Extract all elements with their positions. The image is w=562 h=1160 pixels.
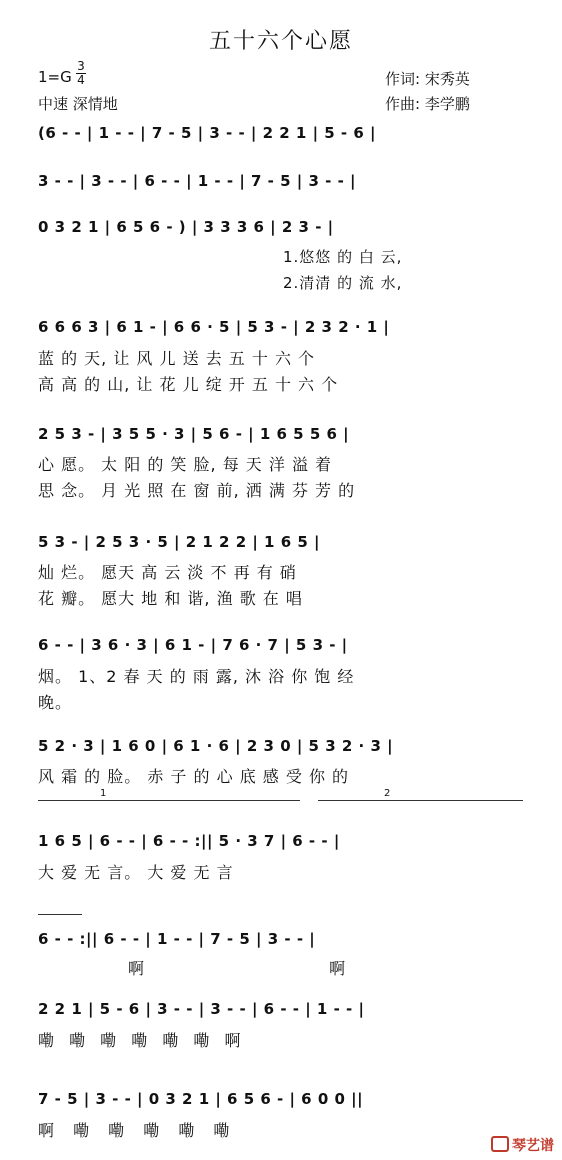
- lyric-line-3-verse-1: 1.悠悠 的 白 云,: [283, 248, 403, 266]
- notation-line-2: 3 - - | 3 - - | 6 - - | 1 - - | 7 - 5 | 3 - - |: [38, 172, 357, 190]
- lyric-line-3-verse-2: 2.清清 的 流 水,: [283, 274, 403, 292]
- volta-continuation: [38, 914, 82, 915]
- volta-2-bracket: [318, 800, 523, 801]
- lyric-line-8: 风 霜 的 脸。 赤 子 的 心 底 感 受 你 的: [38, 767, 350, 786]
- site-watermark: [491, 1135, 554, 1155]
- lyricist-credit: 作词: 宋秀英: [385, 70, 470, 88]
- lyric-line-7-verse-2: 晚。: [38, 693, 73, 712]
- lyric-line-7-verse-1: 烟。 1、2 春 天 的 雨 露, 沐 浴 你 饱 经: [38, 667, 355, 686]
- composer-credit: 作曲: 李学鹏: [385, 95, 470, 113]
- time-signature: [76, 60, 86, 86]
- lyric-line-6-verse-1: 灿 烂。 愿天 高 云 淡 不 再 有 硝: [38, 563, 297, 582]
- time-signature-top: 3: [77, 59, 85, 73]
- lyric-line-12: 啊 嘞 嘞 嘞 嘞 嘞: [38, 1121, 231, 1140]
- notation-line-12: 7 - 5 | 3 - - | 0 3 2 1 | 6 5 6 - | 6 0 0 ||: [38, 1090, 364, 1108]
- page-title: 五十六个心愿: [208, 29, 353, 54]
- lyric-line-5-verse-1: 心 愿。 太 阳 的 笑 脸, 每 天 洋 溢 着: [38, 455, 333, 474]
- lyric-line-5-verse-2: 思 念。 月 光 照 在 窗 前, 洒 满 芬 芳 的: [38, 481, 356, 500]
- key-signature: 1=G: [38, 68, 72, 86]
- notation-line-6: 5 3 - | 2 5 3 · 5 | 2 1 2 2 | 1 6 5 |: [38, 533, 321, 551]
- watermark-logo-icon: [491, 1136, 509, 1152]
- time-signature-bottom: 4: [77, 73, 85, 87]
- tempo-marking: 中速 深情地: [38, 95, 118, 113]
- notation-line-10: 6 - - :|| 6 - - | 1 - - | 7 - 5 | 3 - - |: [38, 930, 316, 948]
- lyric-line-4-verse-2: 高 高 的 山, 让 花 儿 绽 开 五 十 六 个: [38, 375, 339, 394]
- notation-line-9: 1 6 5 | 6 - - | 6 - - :|| 5 · 3 7 | 6 - - |: [38, 832, 340, 850]
- lyric-line-9: 大 爱 无 言。 大 爱 无 言: [38, 863, 234, 882]
- notation-line-11: 2 2 1 | 5 - 6 | 3 - - | 3 - - | 6 - - | 1 - - |: [38, 1000, 365, 1018]
- volta-1-bracket: [38, 800, 300, 801]
- lyric-line-10: 啊 啊: [128, 959, 347, 978]
- notation-line-4: 6 6 6 3 | 6 1 - | 6 6 · 5 | 5 3 - | 2 3 2 · 1 |: [38, 318, 390, 336]
- lyric-line-6-verse-2: 花 瓣。 愿大 地 和 谐, 渔 歌 在 唱: [38, 589, 303, 608]
- volta-2-label: 2: [384, 788, 391, 799]
- notation-line-8: 5 2 · 3 | 1 6 0 | 6 1 · 6 | 2 3 0 | 5 3 2 · 3 |: [38, 737, 394, 755]
- lyric-line-4-verse-1: 蓝 的 天, 让 风 儿 送 去 五 十 六 个: [38, 349, 316, 368]
- watermark-text: 琴艺谱: [512, 1138, 554, 1154]
- notation-line-7: 6 - - | 3 6 · 3 | 6 1 - | 7 6 · 7 | 5 3 - |: [38, 636, 348, 654]
- volta-1-label: 1: [100, 788, 107, 799]
- notation-line-1: (6 - - | 1 - - | 7 - 5 | 3 - - | 2 2 1 | 5 - 6 |: [38, 124, 377, 142]
- notation-line-3: 0 3 2 1 | 6 5 6 - ) | 3 3 3 6 | 2 3 - |: [38, 218, 334, 236]
- lyric-line-11: 嘞 嘞 嘞 嘞 嘞 嘞 啊: [38, 1031, 242, 1050]
- notation-line-5: 2 5 3 - | 3 5 5 · 3 | 5 6 - | 1 6 5 5 6 |: [38, 425, 350, 443]
